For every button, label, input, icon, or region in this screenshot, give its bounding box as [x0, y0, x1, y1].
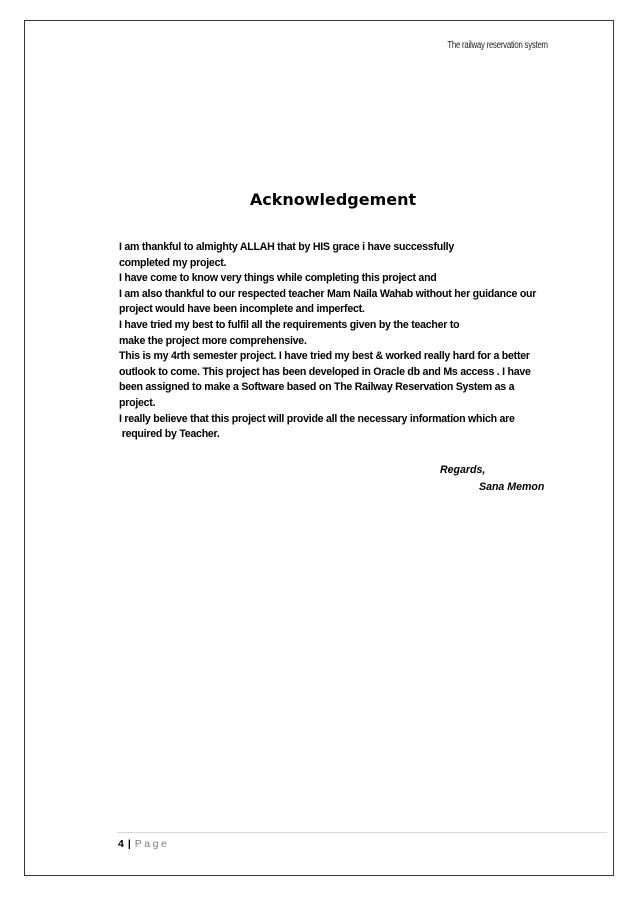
page-border [24, 20, 614, 876]
body-line: I have come to know very things while completing this project and [119, 272, 437, 285]
body-line: I am thankful to almighty ALLAH that by HIS grace i have successfully [119, 241, 454, 253]
body-line: been assigned to make a Software based on The Railway Reservation System as a [119, 381, 515, 394]
author-name: Sana Memon [479, 481, 545, 493]
body-line: completed my project. [119, 256, 227, 269]
body-line: make the project more comprehensive. [119, 334, 307, 347]
body-line: This is my 4rth semester project. I have tried my best & worked really hard for a better [119, 350, 530, 363]
page-footer [118, 838, 169, 850]
body-line: I really believe that this project will provide all the necessary information which are [119, 412, 515, 425]
footer-divider [117, 832, 607, 833]
closing-regards: Regards, [440, 464, 486, 476]
body-line: I am also thankful to our respected teacher Mam Naila Wahab without her guidance our [119, 287, 537, 300]
footer-separator: | [127, 838, 131, 850]
body-line: outlook to come. This project has been developed in Oracle db and Ms access . I have [119, 365, 531, 378]
page-number: 4 [118, 838, 124, 850]
body-line: project would have been incomplete and imperfect. [119, 303, 365, 316]
running-header: The railway reservation system [447, 40, 548, 51]
body-line: I have tried my best to fulfil all the requirements given by the teacher to [119, 318, 460, 331]
body-line: project. [119, 396, 156, 409]
page-label: Page [134, 838, 170, 850]
acknowledgement-body [119, 240, 609, 443]
body-line: required by Teacher. [119, 428, 220, 441]
page-title: Acknowledgement [249, 190, 417, 209]
